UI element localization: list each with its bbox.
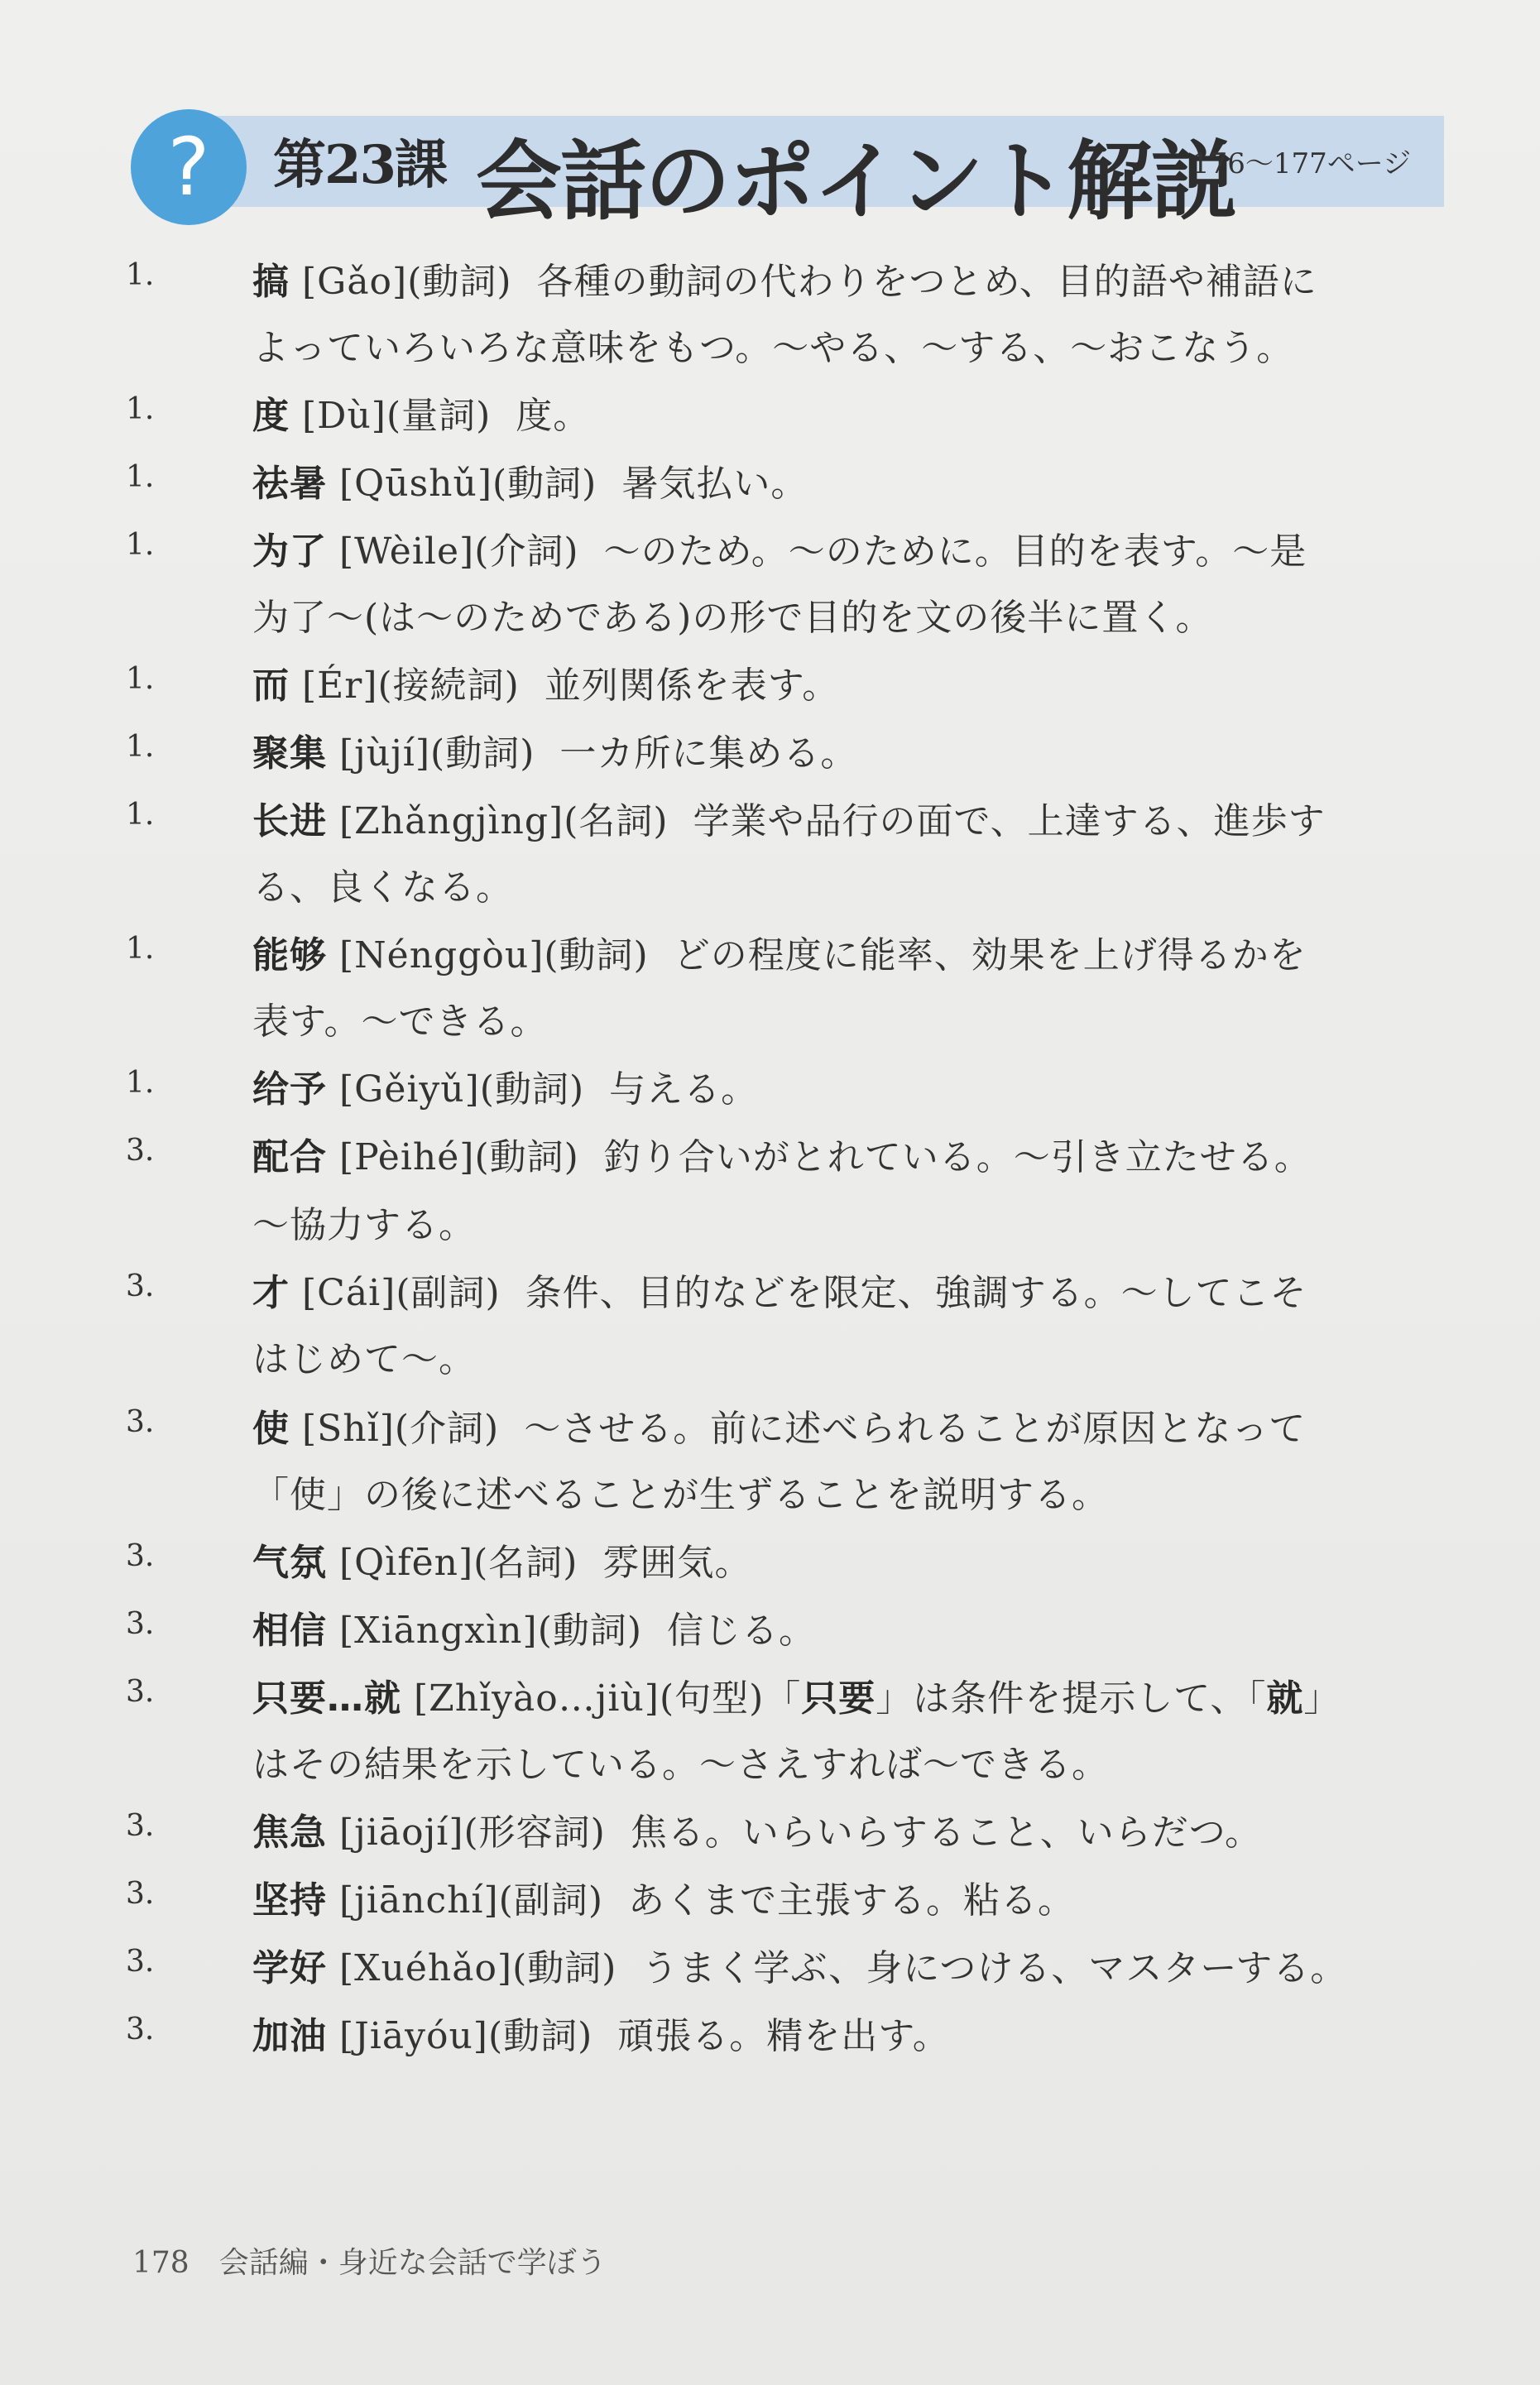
entry-pos: (名詞) xyxy=(473,1542,578,1584)
entry-pinyin: [Xiāngxìn] xyxy=(339,1610,538,1652)
entry-pos: (動詞) xyxy=(512,1947,617,1989)
entry-pos: (介詞) xyxy=(394,1408,500,1450)
entry-line xyxy=(252,723,857,776)
entry-word: 为了 xyxy=(252,530,327,573)
entry-word: 焦急 xyxy=(252,1812,327,1854)
quote-open: 「 xyxy=(764,1677,802,1720)
entry-line xyxy=(252,925,1307,978)
entry-pos: (形容詞) xyxy=(463,1812,606,1854)
entry-definition: 度。 xyxy=(516,395,591,437)
entry-pinyin: [Zhǎngjìng] xyxy=(339,800,564,842)
lesson-number: 第23課 xyxy=(273,134,447,196)
entry-line xyxy=(252,1127,1312,1180)
entry-pos: (動詞) xyxy=(430,732,535,775)
entry-line xyxy=(252,1059,758,1112)
entry-word: 而 xyxy=(252,665,290,707)
entry-number: 3. xyxy=(126,1809,155,1843)
entry-line xyxy=(252,1668,1341,1721)
bold-term: 就 xyxy=(1266,1677,1304,1720)
entry-number: 1. xyxy=(126,730,155,764)
entry-definition xyxy=(764,1677,1341,1720)
entry-pinyin: [Gǎo] xyxy=(302,261,408,303)
entry-word: 聚集 xyxy=(252,732,327,775)
entry-number: 3. xyxy=(126,1269,155,1303)
entry-number: 1. xyxy=(126,932,155,966)
entry-number: 1. xyxy=(126,798,155,832)
entry-number: 3. xyxy=(126,2013,155,2047)
entry-continuation: はその結果を示している。～さえすれば～できる。 xyxy=(252,1744,1109,1786)
entry-number: 3. xyxy=(126,1607,155,1641)
entry-pinyin: [Ér] xyxy=(302,665,378,707)
entry-definition: うまく学ぶ、身につける、マスターする。 xyxy=(641,1947,1348,1989)
entry-word: 气氛 xyxy=(252,1542,327,1584)
entry-definition: ～のため。～のために。目的を表す。～是 xyxy=(603,530,1307,573)
entry-line xyxy=(252,1399,1306,1452)
entry-pos: (副詞) xyxy=(396,1272,501,1314)
entry-definition: 釣り合いがとれている。～引き立たせる。 xyxy=(603,1136,1312,1178)
page-footer xyxy=(132,2239,607,2282)
entry-word: 只要…就 xyxy=(252,1677,401,1720)
entry-definition: 与える。 xyxy=(609,1068,759,1111)
entry-continuation: はじめて～。 xyxy=(252,1338,476,1380)
entry-number: 1. xyxy=(126,258,155,292)
entry-pos: (動詞) xyxy=(487,2015,593,2057)
entry-continuation: 为了～(は～のためである)の形で目的を文の後半に置く。 xyxy=(252,597,1213,639)
entry-pos: (介詞) xyxy=(474,530,579,573)
entry-line xyxy=(252,1802,1262,1855)
entry-line xyxy=(252,521,1307,574)
entry-pos: (動詞) xyxy=(544,934,649,977)
entry-definition: 各種の動詞の代わりをつとめ、目的語や補語に xyxy=(536,261,1317,303)
entry-definition: 暑気払い。 xyxy=(621,463,808,505)
entry-word: 坚持 xyxy=(252,1879,327,1922)
entry-line xyxy=(252,1870,1075,1923)
entry-continuation: 「使」の後に述べることが生ずることを説明する。 xyxy=(252,1474,1109,1516)
entry-line xyxy=(252,1600,816,1653)
entry-word: 加油 xyxy=(252,2015,327,2057)
entry-word: 使 xyxy=(252,1408,290,1450)
entry-pinyin: [jùjí] xyxy=(339,732,431,775)
entry-definition: 焦る。いらいらすること、いらだつ。 xyxy=(630,1812,1263,1854)
page-title: 会話のポイント解説 xyxy=(476,131,1236,232)
entry-number: 3. xyxy=(126,1945,155,1979)
entry-line xyxy=(252,1533,751,1586)
entry-definition: 雰囲気。 xyxy=(602,1542,752,1584)
entry-line xyxy=(252,1938,1347,1991)
entry-pos: (副詞) xyxy=(498,1879,604,1922)
entry-number: 3. xyxy=(126,1877,155,1911)
entry-definition: どの程度に能率、効果を上げ得るかを xyxy=(673,934,1307,977)
entry-pinyin: [Shǐ] xyxy=(302,1408,395,1450)
entry-number: 3. xyxy=(126,1675,155,1709)
entry-pinyin: [jiāojí] xyxy=(339,1812,464,1854)
entry-word: 给予 xyxy=(252,1068,327,1111)
entry-number: 3. xyxy=(126,1539,155,1573)
entry-continuation: ～協力する。 xyxy=(252,1204,476,1246)
entry-pinyin: [Gěiyǔ] xyxy=(339,1068,480,1111)
entry-line xyxy=(252,2006,950,2059)
entry-pinyin: [Jiāyóu] xyxy=(339,2015,488,2057)
entry-pos: (接続詞) xyxy=(377,665,520,707)
entry-pinyin: [jiānchí] xyxy=(339,1879,499,1922)
entry-pinyin: [Wèile] xyxy=(339,530,475,573)
entry-number: 1. xyxy=(126,1066,155,1100)
entry-line xyxy=(252,386,590,439)
entry-pinyin: [Zhǐyào…jiù] xyxy=(414,1677,660,1720)
entry-definition: 学業や品行の面で、上達する、進歩す xyxy=(693,800,1326,842)
entry-number: 1. xyxy=(126,460,155,494)
entry-continuation: よっていろいろな意味をもつ。～やる、～する、～おこなう。 xyxy=(252,327,1294,369)
entry-line xyxy=(252,655,839,708)
entry-pos: (動詞) xyxy=(537,1610,643,1652)
entry-word: 搞 xyxy=(252,261,290,303)
entry-definition: ～させる。前に述べられることが原因となって xyxy=(524,1408,1307,1450)
entry-continuation: 表す。～できる。 xyxy=(252,1001,548,1043)
entry-number: 1. xyxy=(126,392,155,426)
entry-pos: (動詞) xyxy=(492,463,597,505)
entry-pos: (動詞) xyxy=(474,1136,579,1178)
entry-definition: 信じる。 xyxy=(667,1610,817,1652)
entry-pinyin: [Dù] xyxy=(302,395,386,437)
entry-definition: あくまで主張する。粘る。 xyxy=(628,1879,1075,1922)
entry-word: 才 xyxy=(252,1272,290,1314)
entry-number: 1. xyxy=(126,662,155,696)
entry-number: 3. xyxy=(126,1405,155,1439)
entry-pinyin: [Nénggòu] xyxy=(339,934,545,977)
entry-number: 1. xyxy=(126,528,155,562)
definition-text: 」は条件を提示して、「 xyxy=(876,1677,1267,1720)
entry-pos: (動詞) xyxy=(479,1068,585,1111)
entry-word: 能够 xyxy=(252,934,327,977)
bold-term: 只要 xyxy=(801,1677,876,1720)
entry-word: 配合 xyxy=(252,1136,327,1178)
entry-word: 度 xyxy=(252,395,290,437)
entry-pos: (句型) xyxy=(659,1677,765,1720)
entry-pos: (名詞) xyxy=(564,800,669,842)
entry-definition: 一カ所に集める。 xyxy=(559,732,858,775)
entry-definition: 頑張る。精を出す。 xyxy=(617,2015,950,2057)
page-reference: 176～177ページ xyxy=(1192,147,1412,180)
entry-definition: 条件、目的などを限定、強調する。～してこそ xyxy=(525,1272,1307,1314)
page-number: 178 xyxy=(132,2246,190,2280)
entry-pinyin: [Qìfēn] xyxy=(339,1542,474,1584)
entry-line xyxy=(252,453,808,506)
entry-pos: (動詞) xyxy=(407,261,512,303)
quote-close: 」 xyxy=(1303,1677,1341,1720)
entry-continuation: る、良くなる。 xyxy=(252,866,513,909)
entry-line xyxy=(252,791,1326,844)
entry-pinyin: [Xuéhǎo] xyxy=(339,1947,513,1989)
entry-pos: (量詞) xyxy=(386,395,492,437)
entry-word: 长进 xyxy=(252,800,327,842)
entry-word: 祛暑 xyxy=(252,463,327,505)
entry-word: 学好 xyxy=(252,1947,327,1989)
entry-definition: 並列関係を表す。 xyxy=(544,665,840,707)
entry-number: 3. xyxy=(126,1134,155,1168)
entry-pinyin: [Qūshǔ] xyxy=(339,463,492,505)
section-name: 会話編・身近な会話で学ぼう xyxy=(218,2246,607,2280)
entry-line xyxy=(252,252,1317,305)
entry-pinyin: [Pèihé] xyxy=(339,1136,475,1178)
question-mark-glyph: ? xyxy=(167,121,210,214)
entry-word: 相信 xyxy=(252,1610,327,1652)
entry-pinyin: [Cái] xyxy=(302,1272,396,1314)
entry-line xyxy=(252,1263,1307,1316)
